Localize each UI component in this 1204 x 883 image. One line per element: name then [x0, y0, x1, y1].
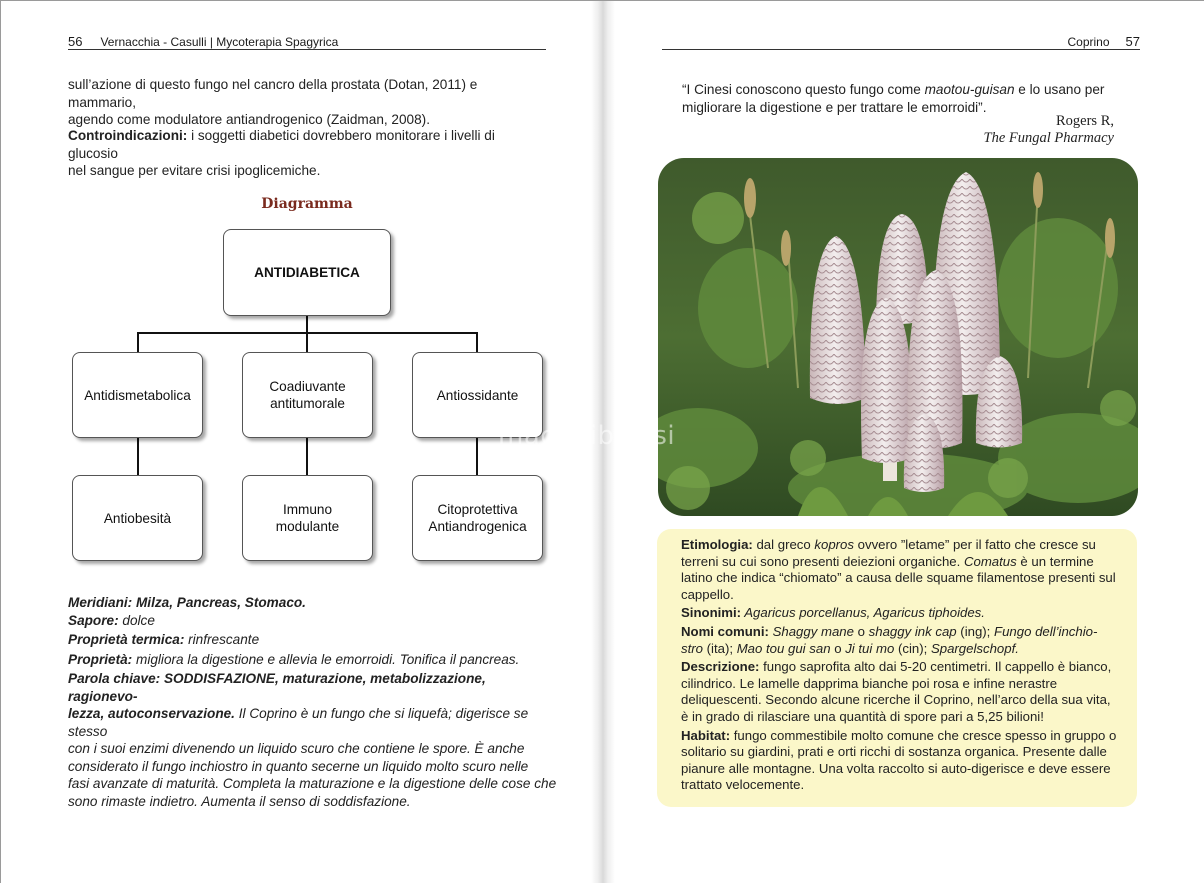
etimologia-text-run: kopros — [814, 537, 854, 552]
nomi-comuni-text-run: (cin); — [894, 640, 931, 656]
diagram-node-antiossidante: Antiossidante — [412, 352, 543, 438]
quote-author: Rogers R, — [1056, 113, 1114, 129]
diagram-connector — [476, 332, 478, 352]
properties-section: Meridiani: Milza, Pancreas, Stomaco. Sapore: dolce Proprietà termica: rinfrescante Proprietà: migliora la digestione e allevia le emorroidi. Tonifica il pancreas. Parola chiave: SODDISFAZIONE, maturazione, metabolizzazione, ragionevo- lezza, autoconservazione. Il Coprino è un fungo che si liquefà; digerisce se stesso con i suoi enzimi divenendo un liquido scuro che contiene le spore. È anche considerato il fungo inchiostro in quanto secerne un liquido molto scuro nelle fasi avanzate di maturità. Completa la maturazione e la digestione delle cose che sono rimaste indietro. Aumenta il senso di soddisfazione. — [68, 595, 557, 809]
nomi-comuni-entry: Nomi comuni: Shaggy mane o shaggy ink cap (ing); Fungo dell’inchio-stro (ita); Mao tou gui san o Ji tui mo (cin); Spargelschopf. — [681, 623, 1098, 656]
descrizione-entry: Descrizione: fungo saprofita alto dai 5-20 centimetri. Il cappello è bianco, cilindrico. Le lamelle dapprima bianche poi rosa e infine nerastre deliquescenti. Secondo alcune ricerche il Coprino, nell’arco della sua vita, è in grado di rilasciare una quantità di spore pari a 5,25 bilioni! — [681, 659, 1112, 724]
sinonimi-entry: Sinonimi: Agaricus porcellanus, Agaricus tiphoides. — [681, 605, 985, 621]
nomi-comuni-text-run: o — [853, 623, 869, 639]
diagram-connector — [137, 332, 139, 352]
diagram-node-antidismetabolica: Antidismetabolica — [72, 352, 203, 438]
left-running-title: Vernacchia - Casulli | Mycoterapia Spagyrica — [100, 35, 339, 49]
etimologia-text-run: è un termine latino che indica “chiomato” a causa delle squame filamentose presenti sul cappello. — [681, 553, 1116, 602]
epigraph-quote: “I Cinesi conoscono questo fungo come maotou-guisan e lo usano per migliorare la digestione e per trattare le emorroidi”. — [682, 82, 1105, 115]
info-box — [657, 529, 1137, 807]
contraindications-paragraph: Controindicazioni: i soggetti diabetici dovrebbero monitorare i livelli di glucosio nel sangue per evitare crisi ipoglicemiche. — [68, 128, 495, 178]
diagram-node-antiobesita: Antiobesità — [72, 475, 203, 561]
quote-source: The Fungal Pharmacy — [983, 130, 1114, 146]
nomi-comuni-text-run: o — [830, 640, 846, 656]
contraindications-label: Controindicazioni: — [68, 128, 188, 143]
nomi-comuni-text-run: (ing); — [956, 623, 995, 639]
diagram-root-box: ANTIDIABETICA — [223, 229, 391, 316]
nomi-comuni-text-run: Ji tui mo — [845, 640, 895, 656]
diagram-connector — [306, 316, 308, 333]
right-page-number: 57 — [1125, 34, 1140, 49]
right-running-title: Coprino — [1067, 35, 1110, 49]
left-page-number: 56 — [68, 34, 83, 49]
nomi-comuni-text-run: shaggy ink cap — [868, 623, 957, 639]
etimologia-text-run: ovvero ”letame” per il fatto che cresce su terreni su cui sono presenti deiezioni organiche. — [681, 537, 1096, 569]
coprinus-photo — [658, 158, 1138, 516]
watermark-text: macrolibrarsi — [498, 421, 676, 451]
nomi-comuni-text-run: (ita); — [702, 640, 737, 656]
diagram-connector — [476, 438, 478, 475]
meridiani-line: Meridiani: Milza, Pancreas, Stomaco. — [68, 595, 306, 610]
etimologia-text-run: Comatus — [963, 553, 1017, 569]
nomi-comuni-text-run: Shaggy mane — [772, 623, 854, 639]
nomi-comuni-text-run: Fungo dell’inchio-stro — [681, 623, 1098, 656]
nomi-comuni-text-run: Spargelschopf. — [930, 640, 1019, 656]
diagram-node-immunomodulante: Immuno modulante — [242, 475, 373, 561]
intro-paragraph: sull’azione di questo fungo nel cancro della prostata (Dotan, 2011) e mammario, agendo come modulatore antiandrogenico (Zaidman, 2008). — [68, 77, 478, 127]
diagram-node-citoprotettiva: Citoprotettiva Antiandrogenica — [412, 475, 543, 561]
diagram-title: Diagramma — [261, 196, 353, 212]
left-running-head — [68, 36, 546, 50]
diagram-connector — [137, 438, 139, 475]
habitat-entry: Habitat: fungo commestibile molto comune che cresce spesso in gruppo o solitario su giardini, prati e orti ricchi di sostanza organica. Presente dalle pianure alle montagne. Una volta raccolto si auto-digerisce e deve essere trattato velocemente. — [681, 727, 1117, 793]
etimologia-entry: Etimologia: dal greco kopros ovvero ”letame” per il fatto che cresce su terreni su cui sono presenti deiezioni organiche. Comatus è un termine latino che indica “chiomato” a causa delle squame filamentose presenti sul cappello. — [681, 537, 1116, 602]
diagram-connector — [306, 438, 308, 475]
nomi-comuni-text-run: Mao tou gui san — [736, 640, 831, 656]
right-running-head — [662, 36, 1140, 50]
etimologia-text-run: dal greco — [752, 537, 815, 552]
diagram-node-coadiuvante: Coadiuvante antitumorale — [242, 352, 373, 438]
diagram-connector — [306, 332, 308, 352]
